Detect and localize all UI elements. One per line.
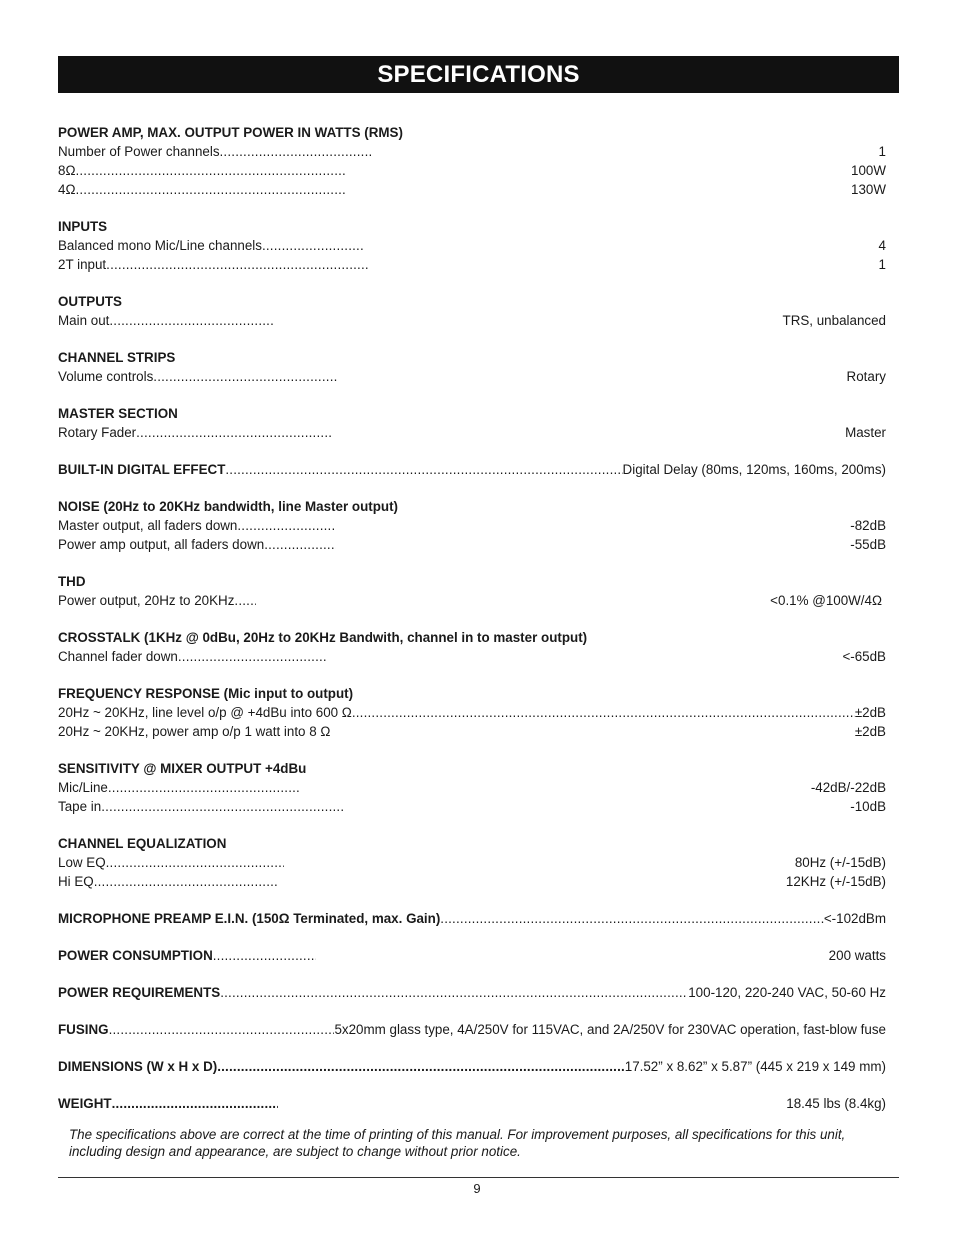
- spec-row: [58, 255, 886, 274]
- spec-value: 17.52” x 8.62” x 5.87” (445 x 219 x 149 mm): [624, 1059, 886, 1074]
- spec-row: [58, 311, 886, 330]
- spec-section-weight: [58, 1094, 886, 1113]
- section-heading: POWER AMP, MAX. OUTPUT POWER IN WATTS (RMS): [58, 125, 403, 140]
- dot-leader: [106, 853, 284, 872]
- spec-section-mic-preamp: [58, 909, 886, 928]
- disclaimer-note: The specifications above are correct at the time of printing of this manual. For improvement purposes, all specifications for this unit, including design and appearance, are subject to change without prior notice.: [69, 1127, 846, 1159]
- spec-section-crosstalk: [58, 628, 886, 666]
- spec-section-sensitivity: [58, 759, 886, 816]
- spec-label: Mic/Line: [58, 780, 108, 795]
- spec-value: Master: [845, 425, 886, 440]
- spec-section-outputs: [58, 292, 886, 330]
- spec-label: Power output, 20Hz to 20KHz: [58, 593, 235, 608]
- spec-row: [58, 797, 886, 816]
- spec-label: FUSING: [58, 1022, 109, 1037]
- section-heading: NOISE (20Hz to 20KHz bandwidth, line Master output): [58, 499, 398, 514]
- dot-leader: [75, 180, 345, 199]
- spec-row: [58, 1020, 886, 1039]
- spec-value: Rotary: [846, 369, 886, 384]
- spec-value: TRS, unbalanced: [782, 313, 886, 328]
- spec-row: [58, 367, 886, 386]
- spec-label: Master output, all faders down: [58, 518, 238, 533]
- spec-label: POWER CONSUMPTION: [58, 948, 213, 963]
- dot-leader: [136, 423, 331, 442]
- spec-value: 12KHz (+/-15dB): [785, 874, 886, 889]
- spec-value: 80Hz (+/-15dB): [794, 855, 886, 870]
- spec-row: [58, 535, 886, 554]
- dot-leader: [262, 236, 364, 255]
- spec-row: [58, 236, 886, 255]
- dot-leader: [234, 591, 256, 610]
- section-heading: SENSITIVITY @ MIXER OUTPUT +4dBu: [58, 761, 307, 776]
- spec-label: WEIGHT: [58, 1096, 112, 1111]
- spec-section-power-requirements: [58, 983, 886, 1002]
- spec-label: 20Hz ~ 20KHz, line level o/p @ +4dBu into 600 Ω: [58, 705, 352, 720]
- spec-row: [58, 161, 886, 180]
- spec-section-power-consumption: [58, 946, 886, 965]
- spec-value: 1: [878, 144, 886, 159]
- spec-section-thd: [58, 572, 886, 610]
- spec-label: Number of Power channels: [58, 144, 220, 159]
- spec-section-noise: [58, 497, 886, 554]
- section-heading: INPUTS: [58, 219, 108, 234]
- dot-leader: [178, 647, 328, 666]
- spec-value: 100W: [851, 163, 886, 178]
- section-heading: CROSSTALK (1KHz @ 0dBu, 20Hz to 20KHz Bandwith, channel in to master output): [58, 630, 588, 645]
- spec-section-inputs: [58, 217, 886, 274]
- spec-value: -55dB: [850, 537, 886, 552]
- spec-section-fusing: [58, 1020, 886, 1039]
- spec-value: 1: [878, 257, 886, 272]
- spec-row: [58, 647, 886, 666]
- spec-value: 100-120, 220-240 VAC, 50-60 Hz: [688, 985, 886, 1000]
- spec-row: [58, 180, 886, 199]
- dot-leader: [220, 142, 372, 161]
- spec-row: [58, 591, 886, 610]
- spec-section-dimensions: [58, 1057, 886, 1076]
- spec-value: <-102dBm: [823, 911, 886, 926]
- section-heading: MASTER SECTION: [58, 406, 178, 421]
- spec-label: Power amp output, all faders down: [58, 537, 265, 552]
- spec-value: 5x20mm glass type, 4A/250V for 115VAC, and 2A/250V for 230VAC operation, fast-blow fuse: [334, 1022, 886, 1037]
- dot-leader: [101, 797, 344, 816]
- section-heading: OUTPUTS: [58, 294, 122, 309]
- spec-row: [58, 853, 886, 872]
- spec-label: Hi EQ: [58, 874, 94, 889]
- dot-leader: [352, 703, 855, 722]
- spec-value: <0.1% @100W/4Ω: [770, 593, 882, 608]
- dot-leader: [213, 946, 316, 965]
- spec-value: -82dB: [850, 518, 886, 533]
- spec-label: 4Ω: [58, 182, 76, 197]
- spec-row: [58, 423, 886, 442]
- dot-leader: [153, 367, 337, 386]
- spec-value: ±2dB: [854, 724, 886, 739]
- spec-label: Channel fader down: [58, 649, 178, 664]
- section-heading: THD: [58, 574, 86, 589]
- spec-row: [58, 516, 886, 535]
- section-heading: CHANNEL EQUALIZATION: [58, 836, 227, 851]
- spec-label: Low EQ: [58, 855, 106, 870]
- spec-label: 2T input: [58, 257, 107, 272]
- spec-value: 4: [878, 238, 886, 253]
- spec-label: DIMENSIONS (W x H x D): [58, 1059, 218, 1074]
- spec-row: [58, 1094, 886, 1113]
- spec-row: [58, 946, 886, 965]
- spec-value: -10dB: [850, 799, 886, 814]
- spec-value: 200 watts: [828, 948, 886, 963]
- dot-leader: [264, 535, 336, 554]
- spec-value: 18.45 lbs (8.4kg): [786, 1096, 886, 1111]
- spec-label: Balanced mono Mic/Line channels: [58, 238, 262, 253]
- footer-divider: [58, 1177, 899, 1178]
- spec-row: [58, 703, 886, 722]
- spec-row: [58, 909, 886, 928]
- spec-section-frequency-response: [58, 684, 886, 741]
- spec-value: 130W: [851, 182, 886, 197]
- specifications-list: [58, 123, 886, 1131]
- spec-value: -42dB/-22dB: [810, 780, 886, 795]
- spec-section-channel-eq: [58, 834, 886, 891]
- spec-row: [58, 722, 886, 741]
- spec-section-master: [58, 404, 886, 442]
- dot-leader: [237, 516, 335, 535]
- spec-row: [58, 1057, 886, 1076]
- section-heading: CHANNEL STRIPS: [58, 350, 176, 365]
- spec-value: Digital Delay (80ms, 120ms, 160ms, 200ms): [622, 462, 886, 477]
- dot-leader: [109, 1020, 335, 1039]
- spec-row: [58, 872, 886, 891]
- spec-row: [58, 983, 886, 1002]
- spec-value: ±2dB: [854, 705, 886, 720]
- spec-value: <-65dB: [842, 649, 886, 664]
- spec-label: Rotary Fader: [58, 425, 137, 440]
- dot-leader: [217, 1057, 625, 1076]
- spec-label: Main out: [58, 313, 110, 328]
- spec-label: 8Ω: [58, 163, 76, 178]
- spec-label: Volume controls: [58, 369, 154, 384]
- page-title: SPECIFICATIONS: [58, 56, 899, 93]
- dot-leader: [112, 1094, 278, 1113]
- spec-label: BUILT-IN DIGITAL EFFECT: [58, 462, 226, 477]
- section-heading: FREQUENCY RESPONSE (Mic input to output): [58, 686, 354, 701]
- spec-row: [58, 778, 886, 797]
- spec-label: Tape in: [58, 799, 102, 814]
- spec-section-digital-effect: [58, 460, 886, 479]
- spec-row: [58, 142, 886, 161]
- page-number: 9: [473, 1181, 481, 1196]
- dot-leader: [220, 983, 688, 1002]
- spec-label: MICROPHONE PREAMP E.I.N. (150Ω Terminated, max. Gain): [58, 911, 441, 926]
- dot-leader: [75, 161, 345, 180]
- dot-leader: [108, 778, 301, 797]
- dot-leader: [225, 460, 622, 479]
- dot-leader: [109, 311, 274, 330]
- spec-label: 20Hz ~ 20KHz, power amp o/p 1 watt into 8 Ω: [58, 724, 331, 739]
- spec-row: [58, 460, 886, 479]
- spec-label: POWER REQUIREMENTS: [58, 985, 221, 1000]
- dot-leader: [94, 872, 278, 891]
- dot-leader: [440, 909, 824, 928]
- spec-section-channel-strips: [58, 348, 886, 386]
- dot-leader: [106, 255, 370, 274]
- spec-section-power-amp: [58, 123, 886, 199]
